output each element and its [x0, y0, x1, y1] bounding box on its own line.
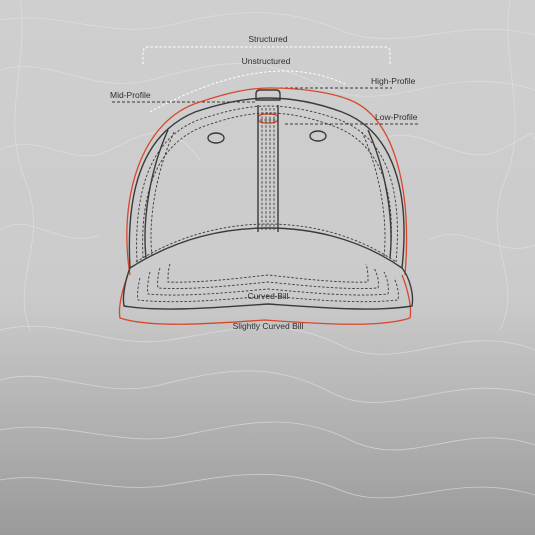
bill-outline: [123, 268, 412, 309]
crown-base: [130, 228, 402, 268]
low-profile-button-outline: [258, 114, 278, 123]
label-low-profile: Low-Profile: [375, 112, 418, 122]
center-seam: [258, 105, 278, 232]
label-mid-profile: Mid-Profile: [110, 90, 151, 100]
label-unstructured: Unstructured: [241, 56, 291, 66]
label-slightly-curved-bill: Slightly Curved Bill: [232, 321, 304, 331]
left-panel-seam: [145, 130, 168, 258]
right-eyelet: [310, 131, 326, 141]
label-curved-bill: Curved Bill: [247, 291, 289, 301]
stitching: [136, 106, 398, 302]
label-high-profile: High-Profile: [371, 76, 416, 86]
label-structured: Structured: [248, 34, 288, 44]
left-eyelet: [208, 133, 224, 143]
